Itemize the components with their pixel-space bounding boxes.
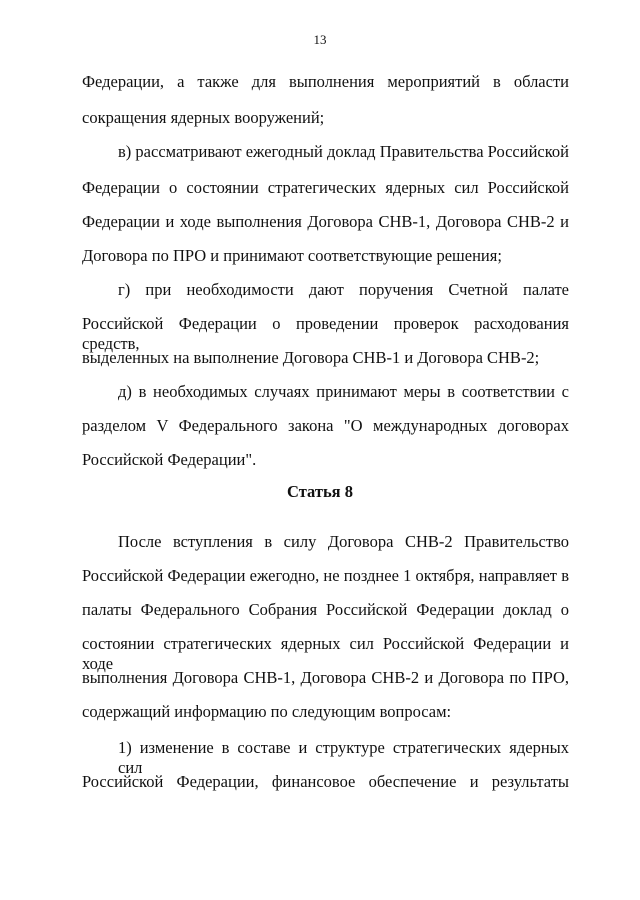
text-line: 1) изменение в составе и структуре стратегических ядерных сил [118, 738, 569, 777]
text-line: Договора по ПРО и принимают соответствующие решения; [82, 246, 502, 265]
page-number: 13 [313, 32, 327, 47]
text-line: г) при необходимости дают поручения Счетной палате [118, 280, 569, 299]
article-heading: Статья 8 [287, 482, 353, 501]
text-line: Федерации и ходе выполнения Договора СНВ-1, Договора СНВ-2 и [82, 212, 569, 231]
text-line: содержащий информацию по следующим вопросам: [82, 702, 452, 721]
text-line: Федерации о состоянии стратегических ядерных сил Российской [82, 178, 569, 197]
text-line: Федерации, а также для выполнения мероприятий в области [82, 72, 569, 91]
text-line: Российской Федерации, финансовое обеспечение и результаты [82, 772, 569, 791]
text-line: выполнения Договора СНВ-1, Договора СНВ-2 и Договора по ПРО, [82, 668, 569, 687]
text-line: состоянии стратегических ядерных сил Российской Федерации и ходе [82, 634, 569, 673]
text-line: После вступления в силу Договора СНВ-2 Правительство [118, 532, 569, 551]
text-line: в) рассматривают ежегодный доклад Правительства Российской [118, 142, 569, 161]
text-line: Российской Федерации ежегодно, не позднее 1 октября, направляет в [82, 566, 569, 585]
text-line: разделом V Федерального закона "О международных договорах [82, 416, 569, 435]
text-line: Российской Федерации о проведении проверок расходования средств, [82, 314, 569, 353]
text-line: Российской Федерации". [82, 450, 257, 469]
text-line: сокращения ядерных вооружений; [82, 108, 325, 127]
text-line: палаты Федерального Собрания Российской Федерации доклад о [82, 600, 569, 619]
text-line: выделенных на выполнение Договора СНВ-1 и Договора СНВ-2; [82, 348, 540, 367]
text-line: д) в необходимых случаях принимают меры в соответствии с [118, 382, 569, 401]
